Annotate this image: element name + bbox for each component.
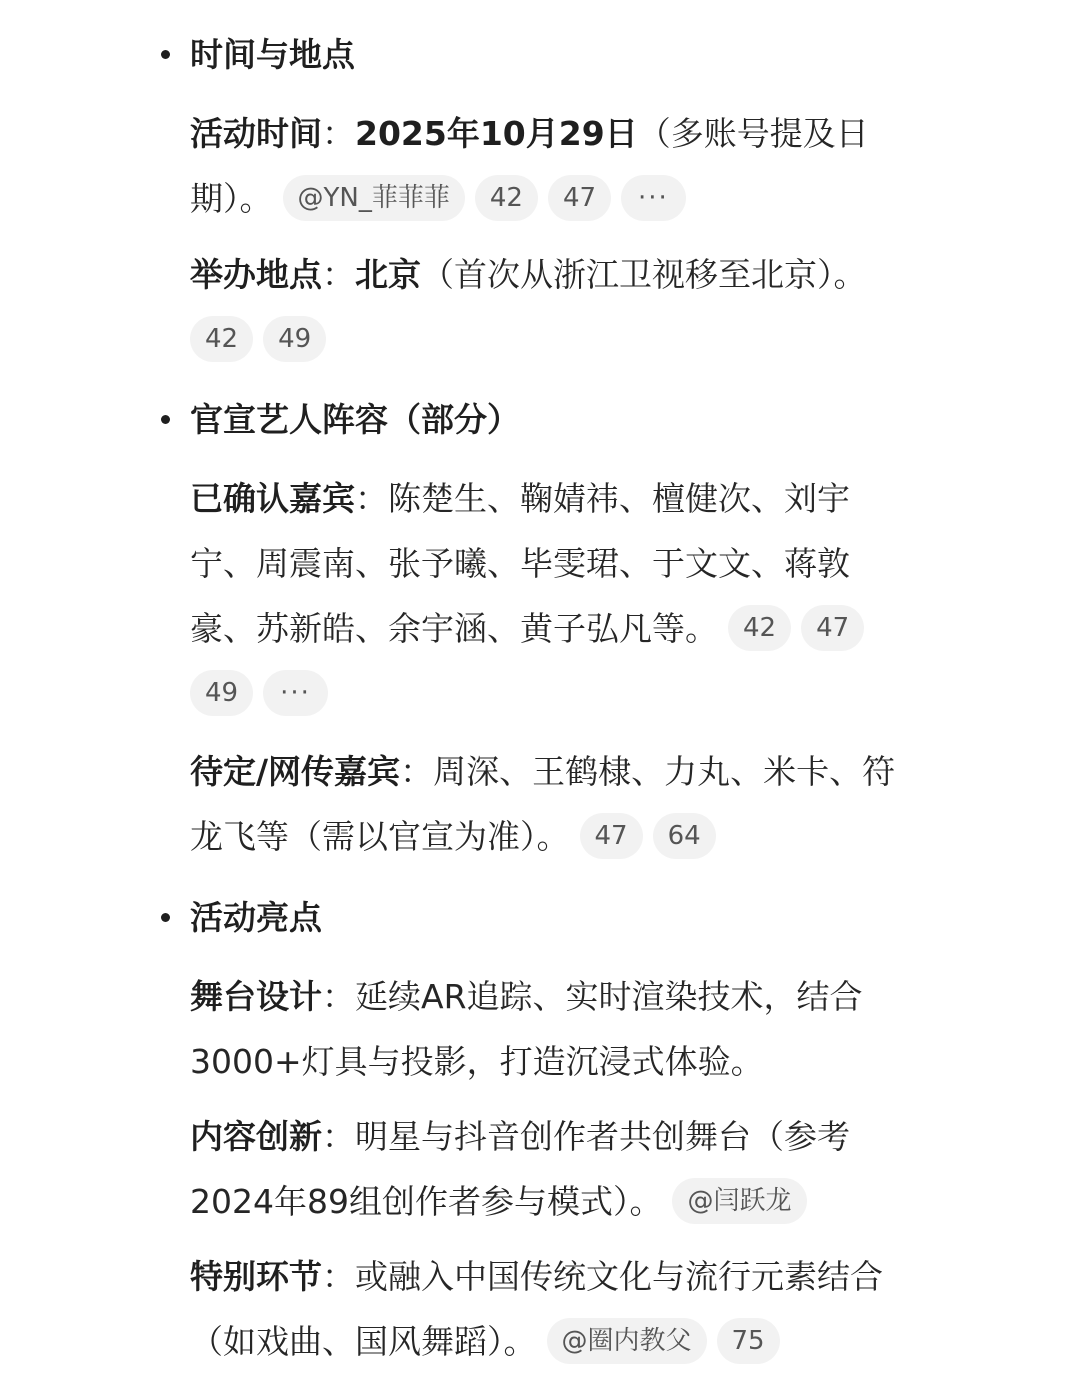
confirmed-guests-line-3 <box>190 596 960 661</box>
special-segment-paragraph <box>190 1244 960 1374</box>
content-innovation-text-2: 2024年89组创作者参与模式）。 <box>190 1182 663 1221</box>
event-time-line-2 <box>190 166 960 231</box>
rumored-guests-paragraph <box>190 739 960 869</box>
event-time-note-b: 期）。 <box>190 179 273 218</box>
source-chip-49[interactable]: 49 <box>263 316 326 362</box>
more-sources-chip[interactable]: ··· <box>263 670 328 716</box>
content-innovation-sep: ： <box>322 1117 355 1156</box>
stage-design-paragraph <box>190 964 960 1094</box>
event-venue-value: 北京 <box>355 255 421 294</box>
stage-design-text-1: 延续AR追踪、实时渲染技术，结合 <box>355 977 863 1016</box>
content-innovation-text-1: 明星与抖音创作者共创舞台（参考 <box>355 1117 850 1156</box>
rumored-guests-label: 待定/网传嘉宾 <box>190 752 401 791</box>
event-time-line-1 <box>190 101 960 166</box>
bullet-point <box>161 50 170 59</box>
stage-design-line-2 <box>190 1029 960 1094</box>
event-time-label: 活动时间 <box>190 114 322 153</box>
special-segment-label: 特别环节 <box>190 1257 322 1296</box>
rumored-guests-line-1 <box>190 739 960 804</box>
source-chip-47[interactable]: 47 <box>801 605 864 651</box>
confirmed-guests-text-1: 陈楚生、鞠婧祎、檀健次、刘宇 <box>388 479 850 518</box>
special-segment-line-1 <box>190 1244 960 1309</box>
bullet-point <box>161 913 170 922</box>
event-venue-line-1 <box>190 242 960 307</box>
source-chip-42[interactable]: 42 <box>728 605 791 651</box>
section-heading-highlights: 活动亮点 <box>190 898 322 937</box>
section-heading-time-place: 时间与地点 <box>190 35 355 74</box>
stage-design-text-2: 3000+灯具与投影，打造沉浸式体验。 <box>190 1042 764 1081</box>
rumored-guests-line-2 <box>190 804 960 869</box>
source-chip-47[interactable]: 47 <box>548 175 611 221</box>
confirmed-guests-paragraph <box>190 466 960 726</box>
confirmed-guests-text-2: 宁、周震南、张予曦、毕雯珺、于文文、蒋敦 <box>190 544 850 583</box>
source-chip-yan-yuelong[interactable]: @闫跃龙 <box>672 1178 806 1224</box>
confirmed-guests-line-1 <box>190 466 960 531</box>
special-segment-line-2 <box>190 1309 960 1374</box>
stage-design-sep: ： <box>322 977 355 1016</box>
confirmed-guests-line-4 <box>190 661 960 726</box>
event-venue-sep: ： <box>322 255 355 294</box>
source-chip-42[interactable]: 42 <box>190 316 253 362</box>
special-segment-text-2: （如戏曲、国风舞蹈）。 <box>190 1322 537 1361</box>
confirmed-guests-line-2 <box>190 531 960 596</box>
content-innovation-paragraph <box>190 1104 960 1234</box>
event-time-note-a: （多账号提及日 <box>637 114 869 153</box>
confirmed-guests-sep: ： <box>355 479 388 518</box>
source-chip-quannei-jiaofu[interactable]: @圈内教父 <box>547 1318 707 1364</box>
source-chip-49[interactable]: 49 <box>190 670 253 716</box>
content-innovation-line-1 <box>190 1104 960 1169</box>
stage-design-label: 舞台设计 <box>190 977 322 1016</box>
special-segment-text-1: 或融入中国传统文化与流行元素结合 <box>355 1257 883 1296</box>
stage-design-line-1 <box>190 964 960 1029</box>
rumored-guests-text-2: 龙飞等（需以官宣为准）。 <box>190 817 570 856</box>
source-chip-42[interactable]: 42 <box>475 175 538 221</box>
event-time-paragraph <box>190 101 960 231</box>
bullet-point <box>161 415 170 424</box>
source-chip-75[interactable]: 75 <box>717 1318 780 1364</box>
event-venue-note: （首次从浙江卫视移至北京）。 <box>421 255 867 294</box>
source-chip-47[interactable]: 47 <box>580 813 643 859</box>
source-chip-64[interactable]: 64 <box>653 813 716 859</box>
section-heading-lineup: 官宣艺人阵容（部分） <box>190 400 520 439</box>
content-innovation-label: 内容创新 <box>190 1117 322 1156</box>
rumored-guests-text-1: 周深、王鹤棣、力丸、米卡、符 <box>433 752 896 791</box>
confirmed-guests-label: 已确认嘉宾 <box>190 479 355 518</box>
event-time-sep: ： <box>322 114 355 153</box>
event-venue-paragraph <box>190 242 960 372</box>
special-segment-sep: ： <box>322 1257 355 1296</box>
rumored-guests-sep: ： <box>400 752 434 791</box>
event-venue-label: 举办地点 <box>190 255 322 294</box>
confirmed-guests-text-3: 豪、苏新皓、余宇涵、黄子弘凡等。 <box>190 609 718 648</box>
event-venue-line-2 <box>190 307 960 372</box>
source-chip-yn-feifeifei[interactable]: @YN_菲菲菲 <box>283 175 465 221</box>
event-time-value: 2025年10月29日 <box>355 114 638 153</box>
content-innovation-line-2 <box>190 1169 960 1234</box>
more-sources-chip[interactable]: ··· <box>621 175 686 221</box>
